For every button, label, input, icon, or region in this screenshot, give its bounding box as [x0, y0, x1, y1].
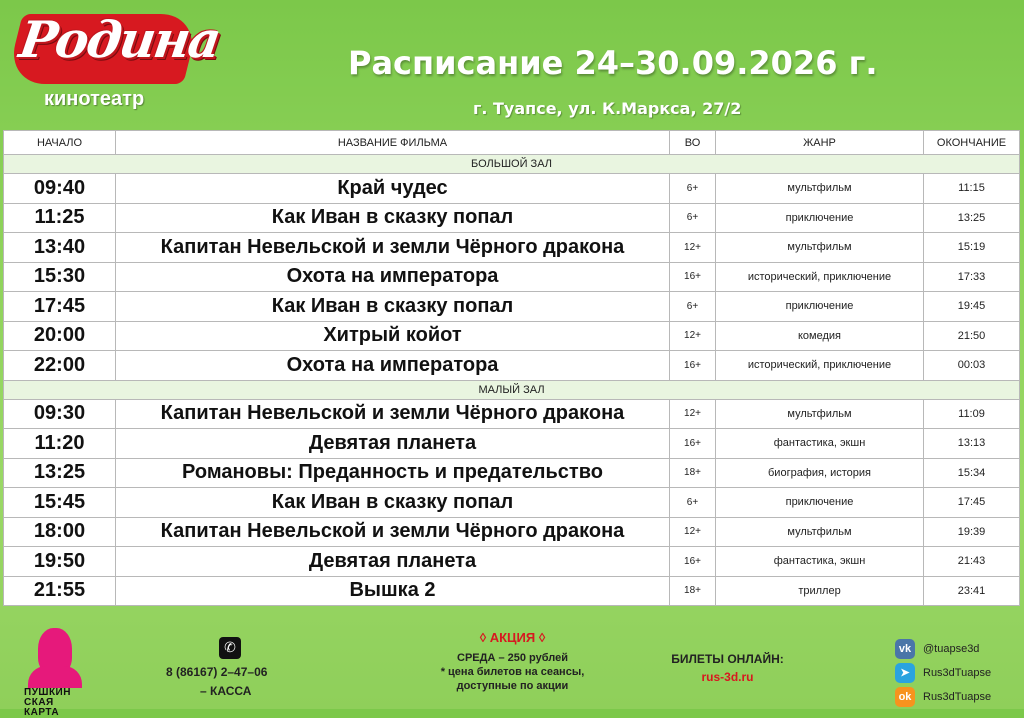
session-end-time: 00:03 [924, 351, 1020, 381]
page-title: Расписание 24–30.09.2026 г. [348, 44, 878, 82]
film-genre: мультфильм [716, 233, 924, 263]
odnoklassniki-icon: ok [895, 687, 915, 707]
header [0, 0, 1024, 128]
phone-note: – КАССА [200, 684, 252, 698]
pushkin-card-line: ПУШКИН [24, 687, 71, 698]
footer [0, 610, 1024, 718]
table-row[interactable] [4, 517, 1020, 547]
table-row[interactable] [4, 351, 1020, 381]
session-start-time: 18:00 [4, 517, 116, 547]
age-rating: 16+ [670, 429, 716, 459]
film-title: Край чудес [116, 174, 670, 204]
promo-line: СРЕДА – 250 рублей [457, 652, 568, 664]
film-title: Девятая планета [116, 429, 670, 459]
film-title: Капитан Невельской и земли Чёрного дракона [116, 517, 670, 547]
vk-icon: vk [895, 639, 915, 659]
session-start-time: 15:45 [4, 488, 116, 518]
session-end-time: 21:43 [924, 547, 1020, 577]
film-genre: фантастика, экшн [716, 547, 924, 577]
film-genre: мультфильм [716, 174, 924, 204]
session-start-time: 13:25 [4, 458, 116, 488]
session-end-time: 15:34 [924, 458, 1020, 488]
session-start-time: 09:30 [4, 399, 116, 429]
session-end-time: 15:19 [924, 233, 1020, 263]
film-title: Капитан Невельской и земли Чёрного дракона [116, 399, 670, 429]
tickets-label: БИЛЕТЫ ОНЛАЙН: [671, 652, 784, 666]
table-row[interactable] [4, 488, 1020, 518]
session-start-time: 22:00 [4, 351, 116, 381]
table-row[interactable] [4, 576, 1020, 606]
age-rating: 16+ [670, 351, 716, 381]
age-rating: 12+ [670, 233, 716, 263]
age-rating: 6+ [670, 488, 716, 518]
table-row[interactable] [4, 547, 1020, 577]
promo-line: доступные по акции [456, 680, 569, 692]
film-title: Как Иван в сказку попал [116, 488, 670, 518]
film-genre: биография, история [716, 458, 924, 488]
session-end-time: 21:50 [924, 321, 1020, 351]
table-row[interactable] [4, 458, 1020, 488]
film-title: Как Иван в сказку попал [116, 203, 670, 233]
table-row[interactable] [4, 292, 1020, 322]
session-start-time: 17:45 [4, 292, 116, 322]
social-link[interactable] [895, 662, 1020, 684]
film-genre: триллер [716, 576, 924, 606]
age-rating: 18+ [670, 458, 716, 488]
hall-row [4, 155, 1020, 174]
cinema-logo[interactable] [14, 8, 224, 112]
table-row[interactable] [4, 399, 1020, 429]
session-start-time: 20:00 [4, 321, 116, 351]
promo-title: ◊ АКЦИЯ ◊ [479, 630, 546, 645]
hall-name: БОЛЬШОЙ ЗАЛ [4, 155, 1020, 174]
table-row[interactable] [4, 174, 1020, 204]
session-end-time: 11:15 [924, 174, 1020, 204]
film-genre: приключение [716, 203, 924, 233]
social-handle: Rus3dTuapse [923, 667, 992, 679]
film-genre: приключение [716, 488, 924, 518]
table-row[interactable] [4, 233, 1020, 263]
column-header-genre: ЖАНР [716, 131, 924, 155]
film-title: Капитан Невельской и земли Чёрного дракона [116, 233, 670, 263]
column-header-title: НАЗВАНИЕ ФИЛЬМА [116, 131, 670, 155]
phone-number[interactable]: 8 (86167) 2–47–06 [166, 665, 268, 679]
film-title: Охота на императора [116, 351, 670, 381]
session-end-time: 23:41 [924, 576, 1020, 606]
table-header-row [4, 131, 1020, 155]
table-row[interactable] [4, 429, 1020, 459]
film-genre: исторический, приключение [716, 351, 924, 381]
session-end-time: 17:45 [924, 488, 1020, 518]
hall-name: МАЛЫЙ ЗАЛ [4, 380, 1020, 399]
pushkin-card-logo[interactable] [24, 628, 104, 718]
cinema-address: г. Туапсе, ул. К.Маркса, 27/2 [473, 99, 742, 118]
age-rating: 12+ [670, 517, 716, 547]
logo-word: Родина [15, 10, 224, 69]
column-header-end: ОКОНЧАНИЕ [924, 131, 1020, 155]
session-start-time: 11:20 [4, 429, 116, 459]
film-title: Романовы: Преданность и предательство [116, 458, 670, 488]
film-title: Охота на императора [116, 262, 670, 292]
social-link[interactable] [895, 638, 1020, 660]
table-row[interactable] [4, 262, 1020, 292]
film-title: Девятая планета [116, 547, 670, 577]
social-handle: Rus3dTuapse [923, 691, 992, 703]
film-genre: приключение [716, 292, 924, 322]
schedule-table [3, 130, 1020, 606]
age-rating: 6+ [670, 292, 716, 322]
film-title: Хитрый койот [116, 321, 670, 351]
column-header-start: НАЧАЛО [4, 131, 116, 155]
table-row[interactable] [4, 203, 1020, 233]
table-row[interactable] [4, 321, 1020, 351]
session-start-time: 19:50 [4, 547, 116, 577]
film-title: Вышка 2 [116, 576, 670, 606]
film-genre: фантастика, экшн [716, 429, 924, 459]
session-end-time: 19:45 [924, 292, 1020, 322]
social-handle: @tuapse3d [923, 643, 980, 655]
age-rating: 18+ [670, 576, 716, 606]
film-genre: мультфильм [716, 399, 924, 429]
film-genre: исторический, приключение [716, 262, 924, 292]
session-end-time: 13:13 [924, 429, 1020, 459]
session-end-time: 11:09 [924, 399, 1020, 429]
session-end-time: 19:39 [924, 517, 1020, 547]
session-start-time: 21:55 [4, 576, 116, 606]
pushkin-card-line: СКАЯ [24, 697, 54, 708]
age-rating: 12+ [670, 321, 716, 351]
pushkin-body-icon [28, 666, 82, 688]
logo-subtitle: кинотеатр [44, 88, 145, 110]
column-header-age: ВО [670, 131, 716, 155]
age-rating: 6+ [670, 203, 716, 233]
online-tickets [660, 652, 795, 684]
schedule-body [4, 155, 1020, 606]
hall-row [4, 380, 1020, 399]
social-links [895, 638, 1020, 710]
promo-block [390, 630, 635, 693]
session-start-time: 11:25 [4, 203, 116, 233]
film-title: Как Иван в сказку попал [116, 292, 670, 322]
film-genre: мультфильм [716, 517, 924, 547]
age-rating: 16+ [670, 262, 716, 292]
film-genre: комедия [716, 321, 924, 351]
session-end-time: 13:25 [924, 203, 1020, 233]
telegram-icon: ➤ [895, 663, 915, 683]
social-link[interactable] [895, 686, 1020, 708]
session-start-time: 13:40 [4, 233, 116, 263]
pushkin-card-text [24, 688, 104, 718]
session-start-time: 09:40 [4, 174, 116, 204]
age-rating: 16+ [670, 547, 716, 577]
session-start-time: 15:30 [4, 262, 116, 292]
age-rating: 12+ [670, 399, 716, 429]
session-end-time: 17:33 [924, 262, 1020, 292]
age-rating: 6+ [670, 174, 716, 204]
pushkin-card-line: КАРТА [24, 707, 60, 718]
promo-line: * цена билетов на сеансы, [440, 666, 585, 678]
phone-icon: ✆ [219, 637, 241, 659]
tickets-link[interactable]: rus-3d.ru [701, 670, 754, 684]
